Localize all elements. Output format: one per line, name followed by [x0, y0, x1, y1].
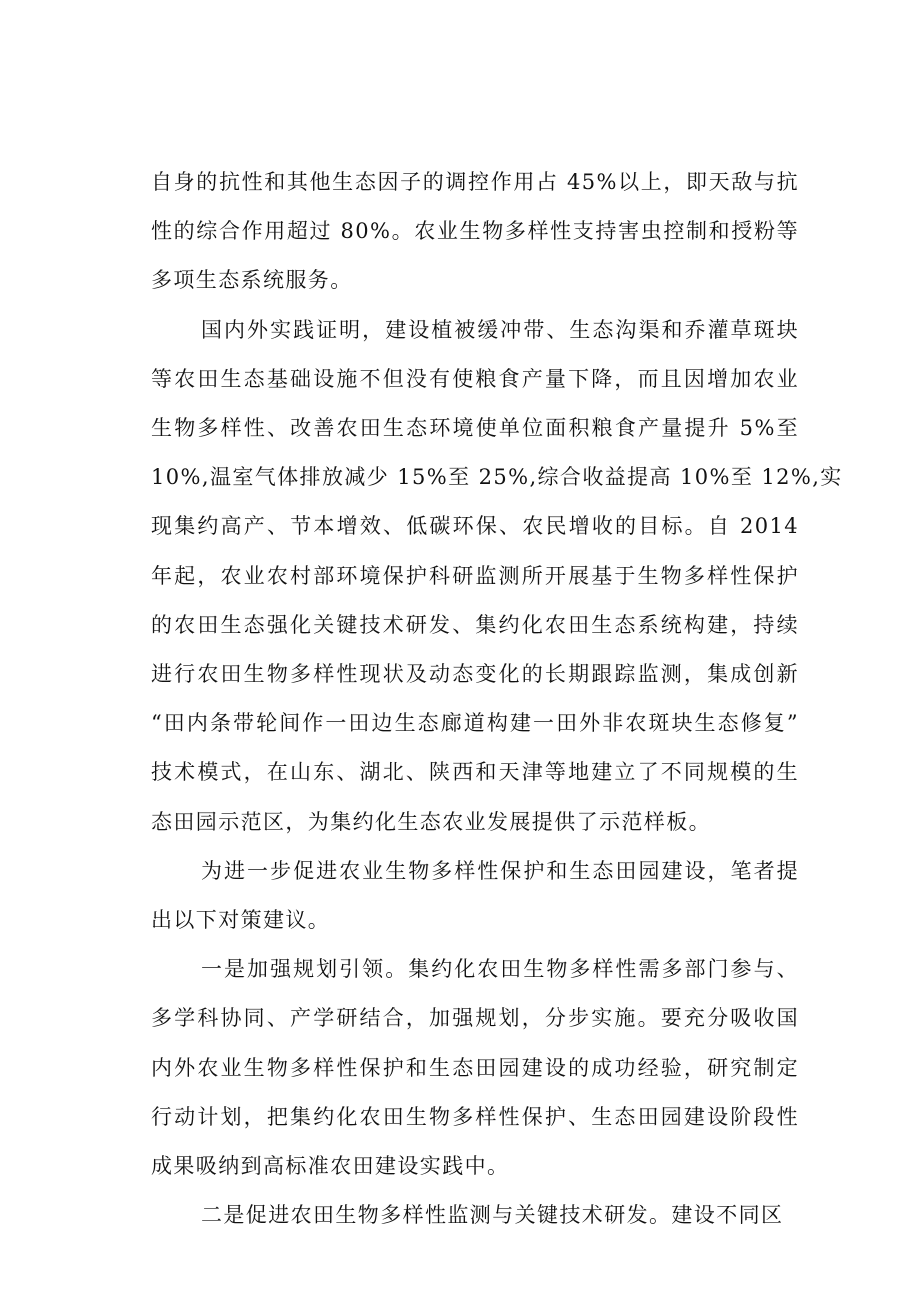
text-line: 进行农田生物多样性现状及动态变化的长期跟踪监测，集成创新 [151, 662, 799, 687]
text-line: 10%,温室气体排放减少 15%至 25%,综合收益提高 10%至 12%,实 [151, 465, 843, 490]
text-line: 的农田生态强化关键技术研发、集约化农田生态系统构建，持续 [151, 612, 799, 637]
document-body [151, 158, 843, 1240]
text-line: 多学科协同、产学研结合，加强规划，分步实施。要充分吸收国 [151, 1006, 799, 1031]
text-line: “田内条带轮间作一田边生态廊道构建一田外非农斑块生态修复” [151, 711, 799, 736]
text-line: 出以下对策建议。 [151, 908, 331, 933]
paragraph-5 [151, 1191, 799, 1240]
text-line: 成果吸纳到高标准农田建设实践中。 [151, 1154, 510, 1179]
text-line: 内外农业生物多样性保护和生态田园建设的成功经验，研究制定 [151, 1055, 799, 1080]
paragraph-4 [151, 945, 799, 1191]
text-line: 性的综合作用超过 80%。农业生物多样性支持害虫控制和授粉等 [151, 219, 799, 244]
text-line: 等农田生态基础设施不但没有使粮食产量下降，而且因增加农业 [151, 366, 799, 391]
text-line: 为进一步促进农业生物多样性保护和生态田园建设，笔者提 [201, 858, 799, 883]
text-line: 技术模式，在山东、湖北、陕西和天津等地建立了不同规模的生 [151, 760, 799, 785]
text-line: 生物多样性、改善农田生态环境使单位面积粮食产量提升 5%至 [151, 416, 799, 441]
paragraph-3 [151, 847, 799, 945]
paragraph-1 [151, 158, 799, 306]
text-line: 一是加强规划引领。集约化农田生物多样性需多部门参与、 [201, 957, 799, 982]
text-line: 行动计划，把集约化农田生物多样性保护、生态田园建设阶段性 [151, 1104, 799, 1129]
text-line: 国内外实践证明，建设植被缓冲带、生态沟渠和乔灌草斑块 [201, 317, 799, 342]
text-line: 多项生态系统服务。 [151, 268, 353, 293]
text-line: 年起，农业农村部环境保护科研监测所开展基于生物多样性保护 [151, 563, 799, 588]
text-line: 现集约高产、节本增效、低碳环保、农民增收的目标。自 2014 [151, 514, 799, 539]
text-line: 自身的抗性和其他生态因子的调控作用占 45%以上，即天敌与抗 [151, 170, 799, 194]
paragraph-2 [151, 306, 843, 847]
text-line: 态田园示范区，为集约化生态农业发展提供了示范样板。 [151, 809, 711, 834]
text-line: 二是促进农田生物多样性监测与关键技术研发。建设不同区 [201, 1203, 784, 1228]
